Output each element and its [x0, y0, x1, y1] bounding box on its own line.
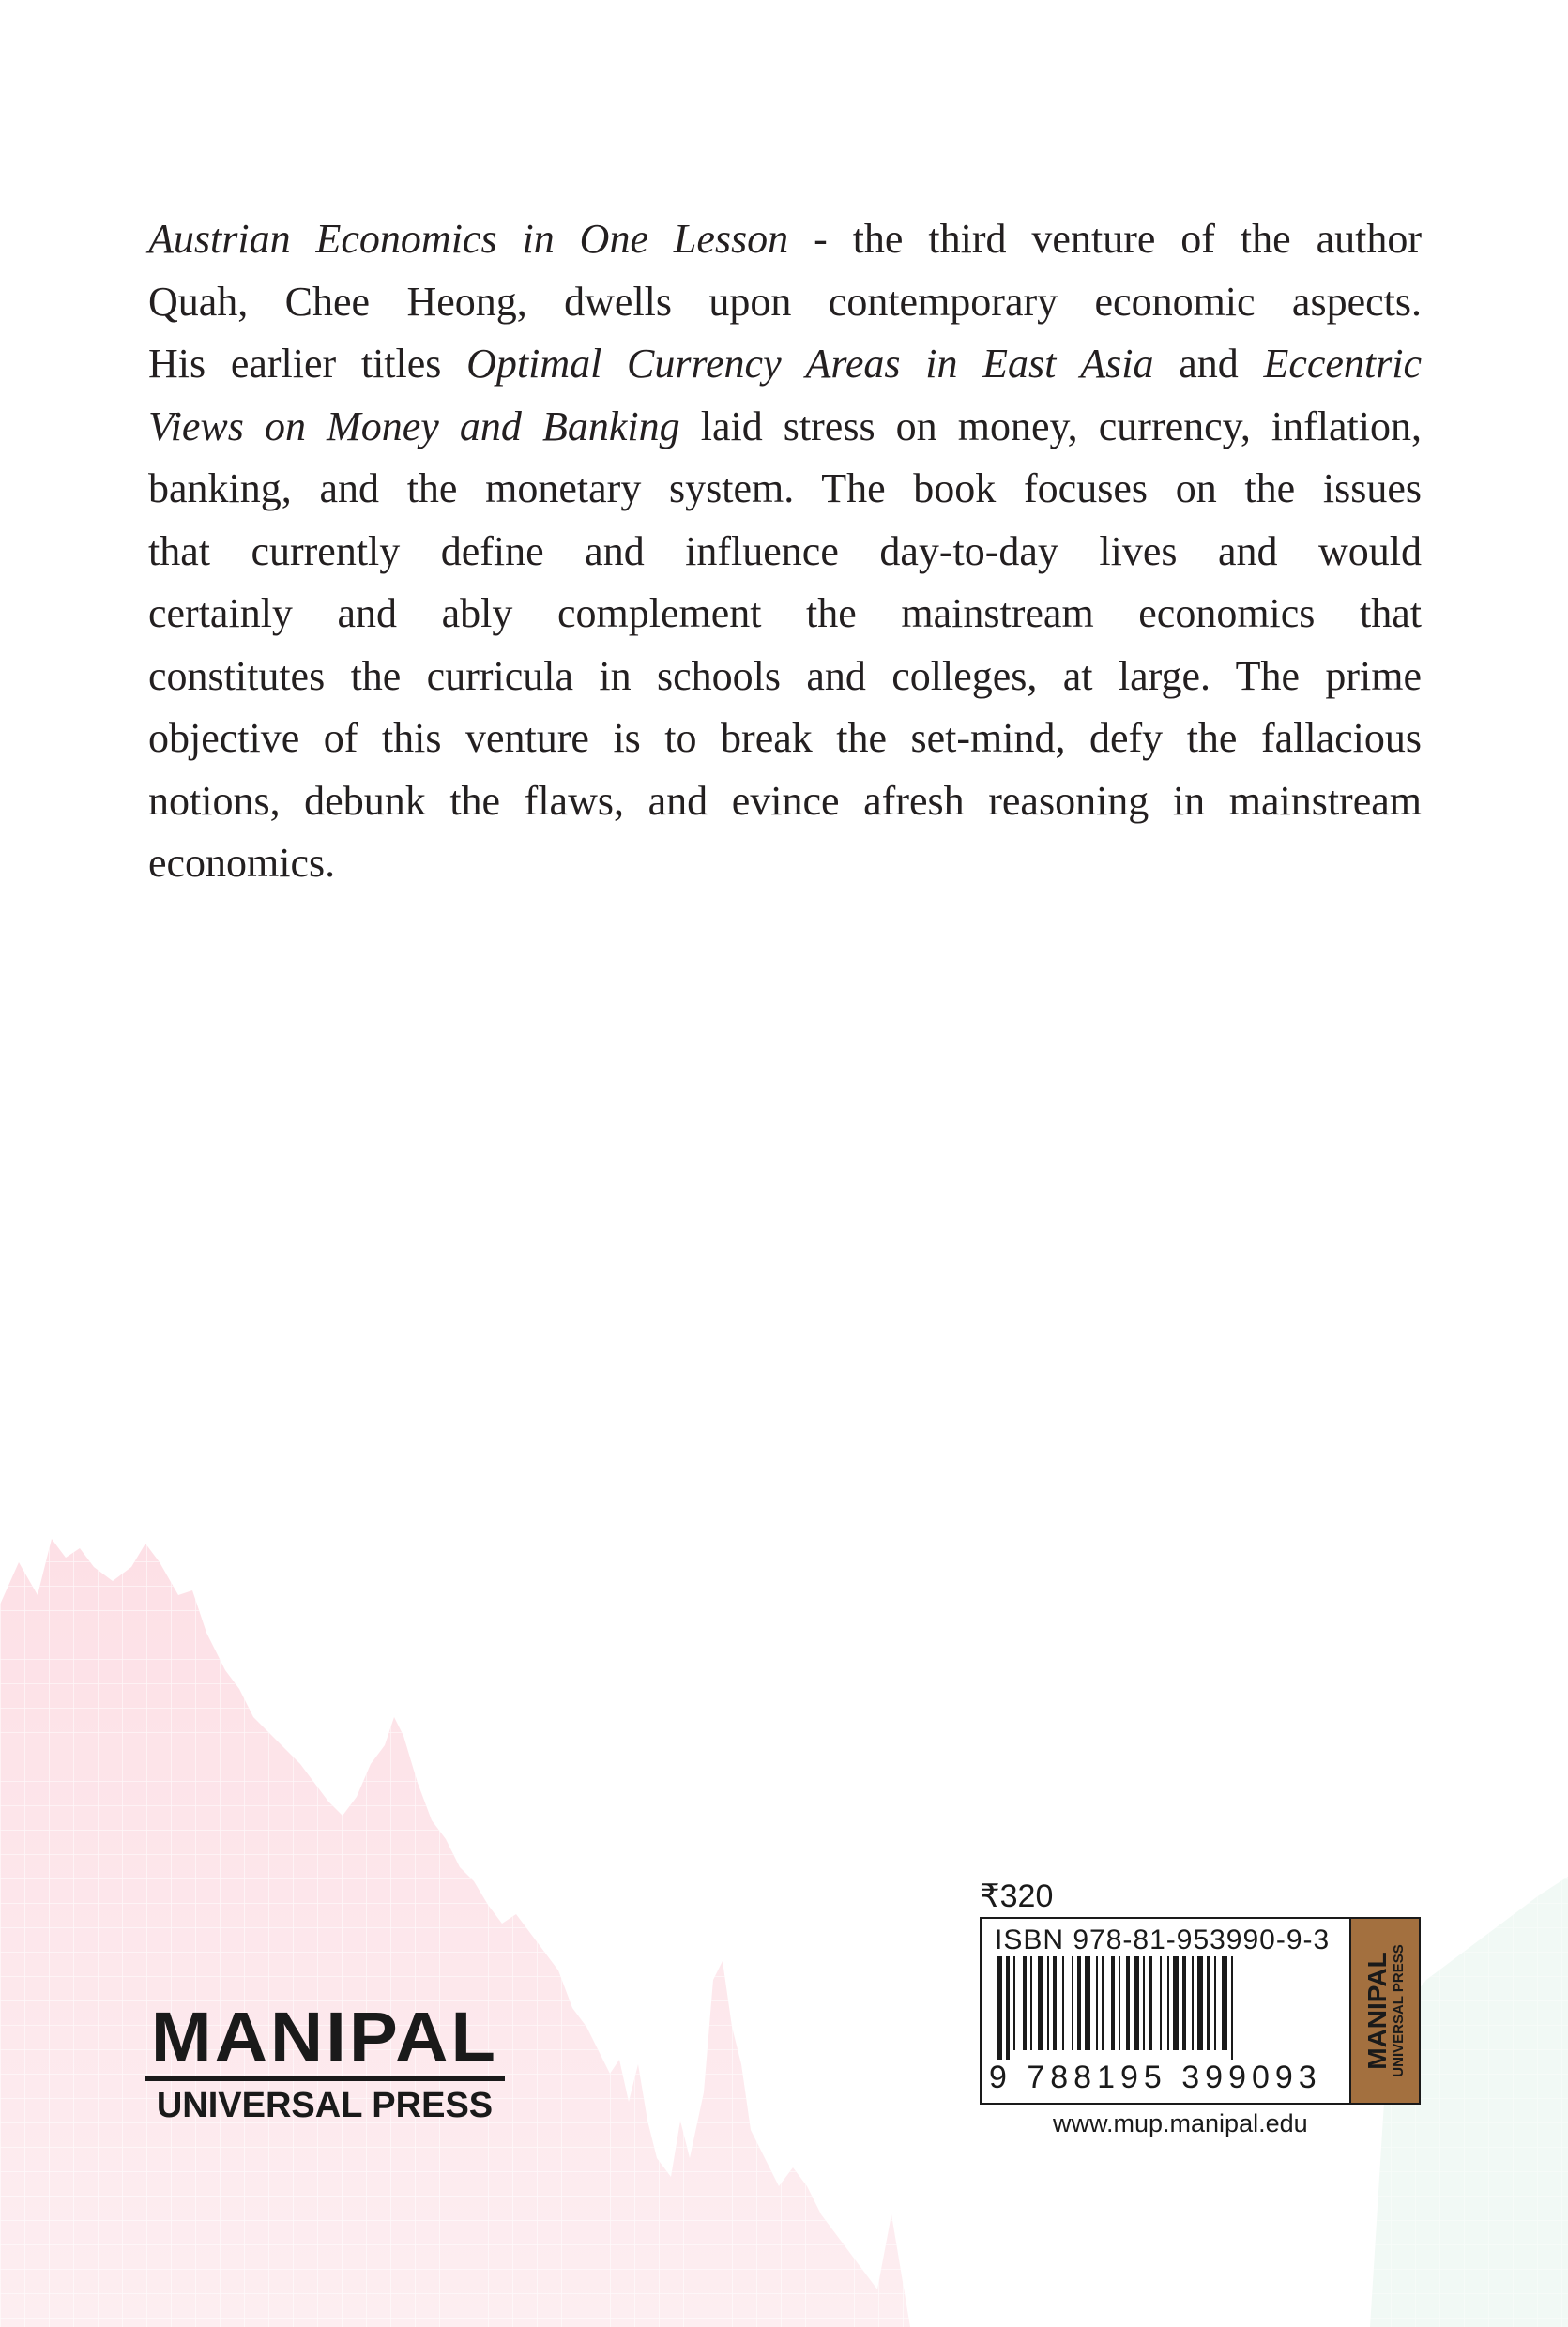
barcode-bar: [1030, 1956, 1032, 2050]
barcode-bar: [1173, 1956, 1179, 2050]
mini-logo-manipal: MANIPAL: [1362, 1952, 1392, 2070]
blurb-line: [148, 646, 1422, 708]
isbn-label: ISBN 978-81-953990-9-3: [995, 1924, 1331, 1955]
blurb-line: [148, 832, 1422, 895]
barcode-bar: [1062, 1956, 1064, 2050]
barcode-bar: [1119, 1956, 1120, 2050]
blurb-line: [148, 271, 1422, 334]
blurb-text: His earlier titles: [148, 341, 467, 387]
barcode-bar: [1102, 1956, 1104, 2050]
barcode-bar: [1077, 1956, 1081, 2050]
barcode-bar: [1053, 1956, 1057, 2050]
blurb-text: - the third venture of the author: [788, 216, 1423, 262]
barcode-bar: [1013, 1956, 1015, 2050]
italic-title: Optimal Currency Areas in East Asia: [466, 341, 1154, 387]
blurb-text: banking, and the monetary system. The book focuses on the issues: [148, 465, 1422, 511]
barcode-bar: [1047, 1956, 1049, 2050]
blurb-text: constitutes the curricula in schools and colleges, at large. The prime: [148, 652, 1422, 699]
publisher-logo-manipal: MANIPAL: [150, 1998, 499, 2076]
logo-rule: [145, 2076, 505, 2081]
barcode-bars: [995, 1956, 1342, 2060]
blurb-line: [148, 707, 1422, 770]
blurb-text: notions, debunk the flaws, and evince afresh reasoning in mainstream: [148, 777, 1422, 824]
italic-title: Views on Money and Banking: [148, 403, 680, 449]
publisher-logo-press: UNIVERSAL PRESS: [156, 2086, 494, 2125]
barcode-bar: [1143, 1956, 1145, 2050]
blurb-line: [148, 208, 1422, 271]
barcode-bar: [1182, 1956, 1186, 2050]
price: ₹320: [980, 1878, 1054, 1914]
barcode-bar: [1197, 1956, 1203, 2050]
barcode-bar: [997, 1956, 1002, 2060]
blurb-text: laid stress on money, currency, inflation,: [679, 403, 1423, 449]
barcode-bar: [1006, 1956, 1010, 2060]
blurb-text: and: [1153, 341, 1264, 387]
blurb-text: economics.: [148, 840, 336, 886]
blurb-line: [148, 396, 1422, 459]
blurb-line: [148, 458, 1422, 521]
blurb-line: [148, 583, 1422, 646]
barcode-digits: 9 788195 399093: [989, 2060, 1322, 2095]
barcode-bar: [1111, 1956, 1115, 2050]
blurb-text: that currently define and influence day-to-day lives and would: [148, 527, 1422, 574]
barcode-bar: [1207, 1956, 1210, 2050]
barcode-bar: [1222, 1956, 1227, 2050]
mini-logo-press: UNIVERSAL PRESS: [1391, 1944, 1407, 2077]
barcode-bar: [1023, 1956, 1027, 2050]
publisher-logo: [141, 1998, 509, 2126]
barcode-bar: [1231, 1956, 1233, 2060]
italic-title: Eccentric: [1263, 341, 1423, 387]
barcode-bar: [1134, 1956, 1139, 2050]
blurb-line: [148, 521, 1422, 584]
barcode-box: [980, 1917, 1421, 2105]
barcode-bar: [1085, 1956, 1090, 2050]
barcode-bar: [1149, 1956, 1152, 2050]
barcode-bar: [1126, 1956, 1130, 2050]
barcode-bar: [1160, 1956, 1162, 2050]
publisher-website: www.mup.manipal.edu: [1053, 2109, 1308, 2137]
mini-publisher-logo: [1349, 1919, 1419, 2103]
blurb-text: certainly and ably complement the mainstream economics that: [148, 590, 1422, 636]
barcode-bar: [1214, 1956, 1216, 2050]
barcode-bar: [1096, 1956, 1098, 2050]
barcode-bar: [1192, 1956, 1194, 2050]
barcode-bar: [1072, 1956, 1073, 2050]
barcode-bar: [1038, 1956, 1043, 2050]
italic-title: Austrian Economics in One Lesson: [148, 216, 789, 262]
blurb-text: Quah, Chee Heong, dwells upon contemporary economic aspects.: [148, 278, 1422, 325]
barcode-bar: [1167, 1956, 1169, 2050]
blurb-line: [148, 333, 1422, 396]
back-cover-blurb: [148, 208, 1422, 895]
blurb-text: objective of this venture is to break the set-mind, defy the fallacious: [148, 715, 1422, 761]
blurb-line: [148, 770, 1422, 833]
